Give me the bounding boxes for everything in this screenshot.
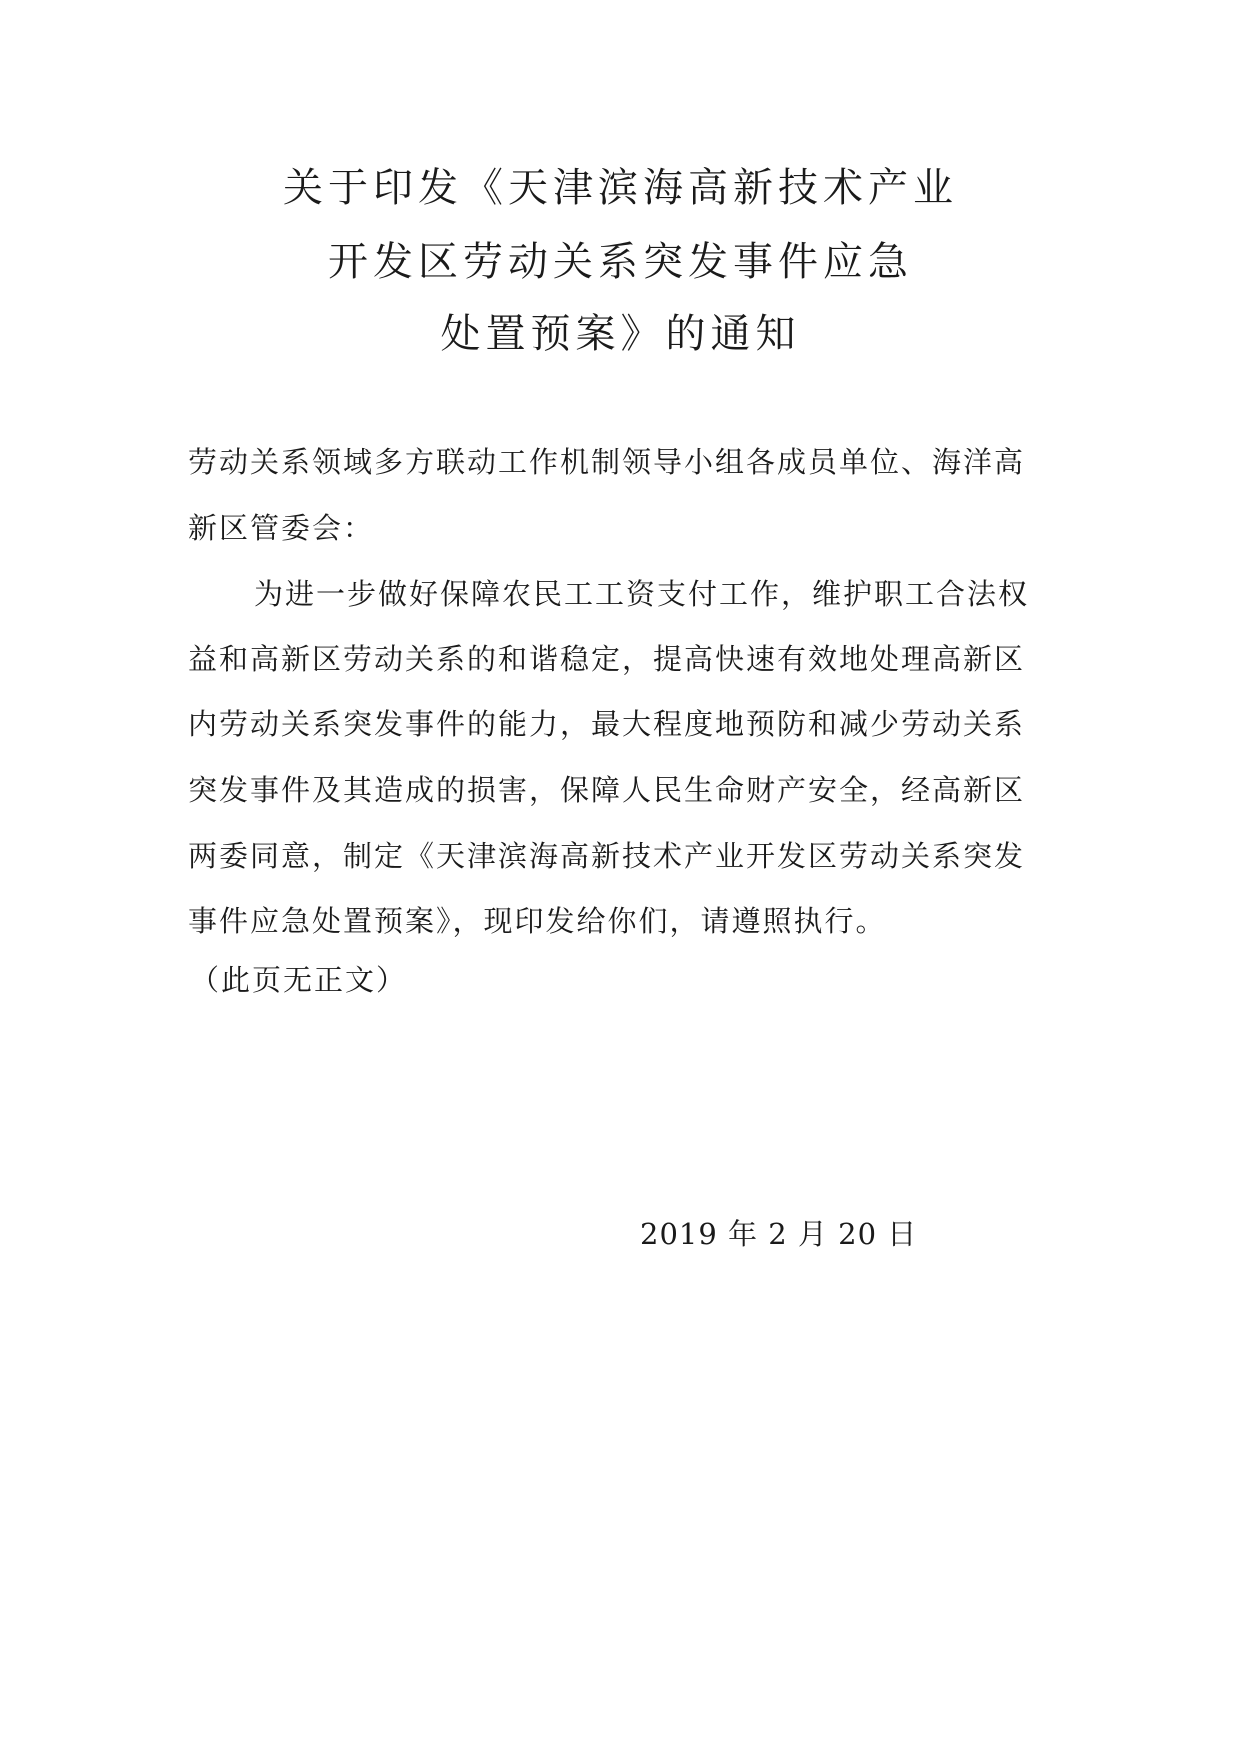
no-body-note: （此页无正文） [190,963,408,997]
body-line-1: 为进一步做好保障农民工工资支付工作，维护职工合法权 [254,577,1030,611]
body-line-2: 益和高新区劳动关系的和谐稳定，提高快速有效地处理高新区 [188,642,1026,676]
document-title-line-2: 开发区劳动关系突发事件应急 [328,239,913,285]
body-line-6: 事件应急处置预案》，现印发给你们，请遵照执行。 [188,904,887,938]
body-line-5: 两委同意，制定《天津滨海高新技术产业开发区劳动关系突发 [188,839,1026,873]
body-line-3: 内劳动关系突发事件的能力，最大程度地预防和减少劳动关系 [188,707,1026,741]
document-title-line-3: 处置预案》的通知 [440,311,801,357]
issue-date: 2019 年 2 月 20 日 [640,1217,918,1251]
document-title-line-1: 关于印发《天津滨海高新技术产业 [283,165,958,211]
recipient-line-1: 劳动关系领域多方联动工作机制领导小组各成员单位、海洋高 [188,445,1026,479]
body-line-4: 突发事件及其造成的损害，保障人民生命财产安全，经高新区 [188,773,1026,807]
recipient-line-2: 新区管委会： [188,511,375,545]
